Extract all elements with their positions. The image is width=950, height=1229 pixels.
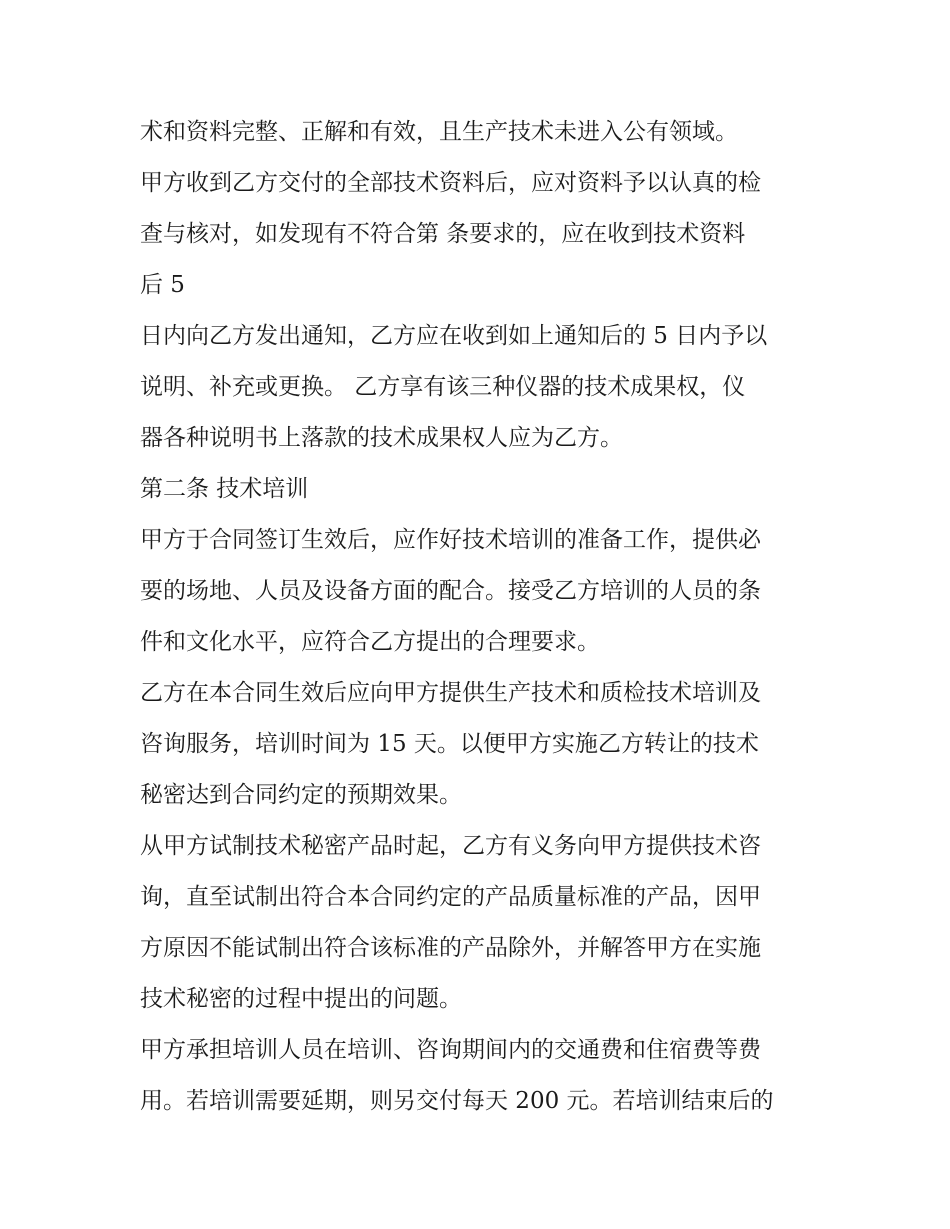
- text-line: 查与核对，如发现有不符合第 条要求的，应在收到技术资料: [140, 221, 746, 247]
- section-heading: 第二条 技术培训: [140, 476, 309, 502]
- text-line: 术和资料完整、正解和有效，且生产技术未进入公有领域。: [140, 119, 738, 145]
- text-line: 器各种说明书上落款的技术成果权人应为乙方。: [140, 425, 623, 451]
- text-line: 件和文化水平，应符合乙方提出的合理要求。: [140, 629, 600, 655]
- text-line: 询，直至试制出符合本合同约定的产品质量标准的产品，因甲: [140, 884, 761, 910]
- text-line: 技术秘密的过程中提出的问题。: [140, 986, 462, 1012]
- text-line: 甲方承担培训人员在培训、咨询期间内的交通费和住宿费等费: [140, 1037, 761, 1063]
- text-line: 甲方于合同签订生效后，应作好技术培训的准备工作，提供必: [140, 527, 761, 553]
- text-line: 后 5: [140, 272, 185, 298]
- text-line: 用。若培训需要延期，则另交付每天 200 元。若培训结束后的: [140, 1088, 774, 1114]
- text-line: 方原因不能试制出符合该标准的产品除外，并解答甲方在实施: [140, 935, 761, 961]
- text-line: 说明、补充或更换。 乙方享有该三种仪器的技术成果权，仪: [140, 374, 746, 400]
- text-line: 要的场地、人员及设备方面的配合。接受乙方培训的人员的条: [140, 578, 761, 604]
- text-line: 甲方收到乙方交付的全部技术资料后，应对资料予以认真的检: [140, 170, 761, 196]
- text-line: 从甲方试制技术秘密产品时起，乙方有义务向甲方提供技术咨: [140, 833, 761, 859]
- text-line: 秘密达到合同约定的预期效果。: [140, 782, 462, 808]
- text-line: 日内向乙方发出通知，乙方应在收到如上通知后的 5 日内予以: [140, 323, 768, 349]
- text-line: 咨询服务，培训时间为 15 天。以便甲方实施乙方转让的技术: [140, 731, 759, 757]
- text-line: 乙方在本合同生效后应向甲方提供生产技术和质检技术培训及: [140, 680, 761, 706]
- contract-text: [140, 107, 820, 1127]
